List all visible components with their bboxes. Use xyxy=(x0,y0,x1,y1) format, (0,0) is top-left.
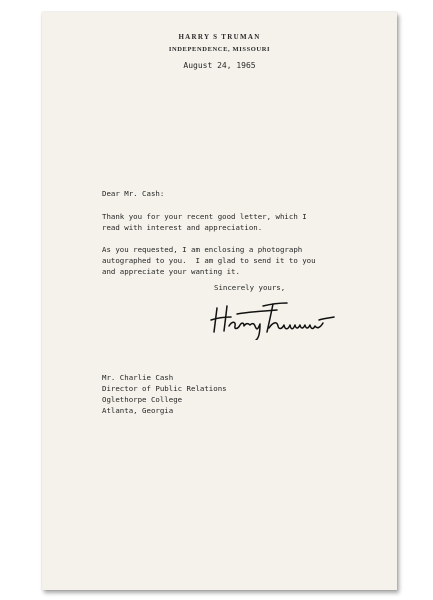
paragraph-2-line-2: autographed to you. I am glad to send it to you xyxy=(102,256,316,265)
paragraph-2-line-1: As you requested, I am enclosing a photograph xyxy=(102,245,303,254)
letterhead-place: INDEPENDENCE, MISSOURI xyxy=(168,46,271,53)
letterhead-name: HARRY S TRUMAN xyxy=(178,33,261,41)
letter-date: August 24, 1965 xyxy=(183,61,256,70)
paragraph-1-line-1: Thank you for your recent good letter, which I xyxy=(102,212,307,221)
paragraph-2-line-3: and appreciate your wanting it. xyxy=(102,267,240,276)
recipient-line-1: Mr. Charlie Cash xyxy=(102,373,174,382)
letter-sheet xyxy=(42,12,397,590)
recipient-line-2: Director of Public Relations xyxy=(102,384,227,393)
salutation: Dear Mr. Cash: xyxy=(102,189,165,198)
closing: Sincerely yours, xyxy=(214,283,286,292)
paragraph-1-line-2: read with interest and appreciation. xyxy=(102,223,263,232)
recipient-line-3: Oglethorpe College xyxy=(102,395,183,404)
recipient-line-4: Atlanta, Georgia xyxy=(102,406,174,415)
handwritten-signature xyxy=(207,290,337,340)
